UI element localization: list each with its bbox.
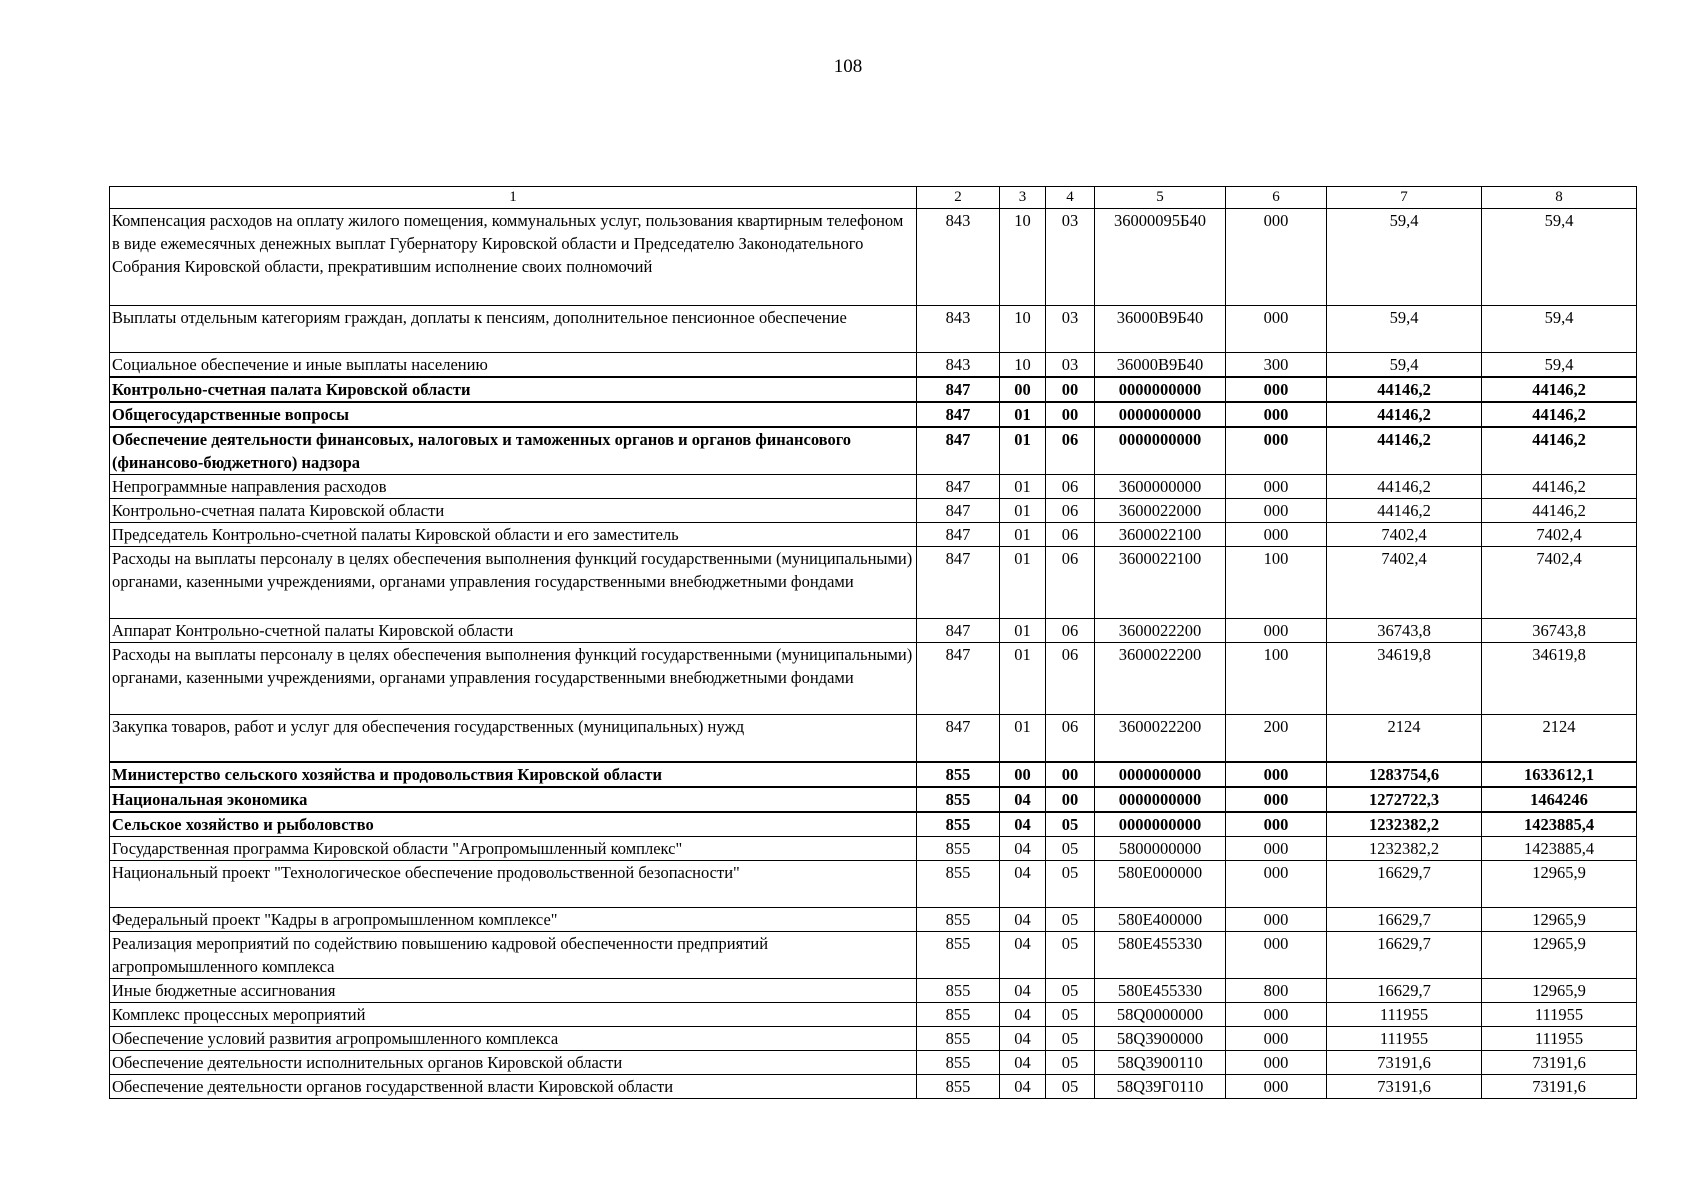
row-expense-type: 000	[1226, 377, 1327, 402]
row-section: 04	[1000, 861, 1046, 908]
row-amount-1: 2124	[1327, 715, 1482, 763]
row-subsection: 06	[1046, 643, 1095, 715]
row-name: Обеспечение деятельности финансовых, налоговых и таможенных органов и органов финансового (финансово-бюджетного) надзора	[110, 427, 917, 475]
row-expense-type: 000	[1226, 499, 1327, 523]
row-amount-2: 34619,8	[1482, 643, 1637, 715]
row-admin-code: 855	[917, 787, 1000, 812]
row-target-article: 580Е455330	[1095, 932, 1226, 979]
row-amount-2: 59,4	[1482, 306, 1637, 353]
row-admin-code: 855	[917, 1051, 1000, 1075]
header-cell: 2	[917, 187, 1000, 209]
row-subsection: 05	[1046, 812, 1095, 837]
row-expense-type: 000	[1226, 812, 1327, 837]
row-expense-type: 000	[1226, 932, 1327, 979]
row-name: Аппарат Контрольно-счетной палаты Кировской области	[110, 619, 917, 643]
row-subsection: 00	[1046, 377, 1095, 402]
row-target-article: 0000000000	[1095, 812, 1226, 837]
row-name: Социальное обеспечение и иные выплаты населению	[110, 353, 917, 378]
row-target-article: 0000000000	[1095, 787, 1226, 812]
row-section: 00	[1000, 377, 1046, 402]
table-row	[110, 1075, 1637, 1099]
row-name: Контрольно-счетная палата Кировской области	[110, 499, 917, 523]
row-expense-type: 000	[1226, 1075, 1327, 1099]
row-expense-type: 000	[1226, 1003, 1327, 1027]
row-name: Иные бюджетные ассигнования	[110, 979, 917, 1003]
row-amount-2: 1423885,4	[1482, 812, 1637, 837]
header-cell: 8	[1482, 187, 1637, 209]
row-subsection: 06	[1046, 619, 1095, 643]
table-row	[110, 762, 1637, 787]
row-section: 00	[1000, 762, 1046, 787]
row-expense-type: 000	[1226, 1051, 1327, 1075]
row-target-article: 580Е000000	[1095, 861, 1226, 908]
row-subsection: 06	[1046, 427, 1095, 475]
row-section: 01	[1000, 643, 1046, 715]
row-expense-type: 000	[1226, 762, 1327, 787]
row-section: 04	[1000, 932, 1046, 979]
row-amount-1: 44146,2	[1327, 427, 1482, 475]
row-amount-1: 16629,7	[1327, 861, 1482, 908]
row-admin-code: 855	[917, 762, 1000, 787]
row-admin-code: 847	[917, 427, 1000, 475]
row-expense-type: 000	[1226, 787, 1327, 812]
table-row	[110, 715, 1637, 763]
row-target-article: 3600022100	[1095, 547, 1226, 619]
row-subsection: 06	[1046, 547, 1095, 619]
row-subsection: 03	[1046, 209, 1095, 306]
table-row	[110, 475, 1637, 499]
row-amount-2: 12965,9	[1482, 908, 1637, 932]
header-cell: 7	[1327, 187, 1482, 209]
row-amount-1: 59,4	[1327, 353, 1482, 378]
row-name: Министерство сельского хозяйства и продовольствия Кировской области	[110, 762, 917, 787]
table-row	[110, 643, 1637, 715]
row-amount-1: 59,4	[1327, 306, 1482, 353]
row-name: Выплаты отдельным категориям граждан, доплаты к пенсиям, дополнительное пенсионное обеспечение	[110, 306, 917, 353]
row-name: Председатель Контрольно-счетной палаты Кировской области и его заместитель	[110, 523, 917, 547]
row-target-article: 58Q39Г0110	[1095, 1075, 1226, 1099]
row-target-article: 0000000000	[1095, 402, 1226, 427]
row-admin-code: 847	[917, 402, 1000, 427]
row-subsection: 05	[1046, 1027, 1095, 1051]
row-admin-code: 855	[917, 812, 1000, 837]
header-cell: 4	[1046, 187, 1095, 209]
row-admin-code: 855	[917, 1027, 1000, 1051]
row-admin-code: 843	[917, 306, 1000, 353]
row-expense-type: 100	[1226, 643, 1327, 715]
row-amount-1: 111955	[1327, 1003, 1482, 1027]
row-subsection: 05	[1046, 1075, 1095, 1099]
row-expense-type: 300	[1226, 353, 1327, 378]
row-name: Реализация мероприятий по содействию повышению кадровой обеспеченности предприятий агропромышленного комплекса	[110, 932, 917, 979]
row-subsection: 05	[1046, 1051, 1095, 1075]
row-subsection: 05	[1046, 932, 1095, 979]
row-expense-type: 000	[1226, 475, 1327, 499]
row-amount-2: 59,4	[1482, 353, 1637, 378]
row-amount-1: 36743,8	[1327, 619, 1482, 643]
row-amount-1: 7402,4	[1327, 547, 1482, 619]
row-name: Обеспечение деятельности исполнительных органов Кировской области	[110, 1051, 917, 1075]
row-name: Расходы на выплаты персоналу в целях обеспечения выполнения функций государственными (муниципальными) органами, казенными учреждениями, органами управления государственными внебюджетными фондами	[110, 643, 917, 715]
row-section: 01	[1000, 427, 1046, 475]
row-amount-2: 2124	[1482, 715, 1637, 763]
row-section: 04	[1000, 812, 1046, 837]
row-amount-1: 73191,6	[1327, 1051, 1482, 1075]
row-subsection: 00	[1046, 762, 1095, 787]
table-row	[110, 1003, 1637, 1027]
row-expense-type: 000	[1226, 1027, 1327, 1051]
row-admin-code: 847	[917, 377, 1000, 402]
row-section: 04	[1000, 837, 1046, 861]
row-amount-2: 36743,8	[1482, 619, 1637, 643]
row-subsection: 00	[1046, 402, 1095, 427]
row-target-article: 36000095Б40	[1095, 209, 1226, 306]
row-section: 01	[1000, 475, 1046, 499]
row-admin-code: 847	[917, 523, 1000, 547]
row-name: Национальная экономика	[110, 787, 917, 812]
row-target-article: 5800000000	[1095, 837, 1226, 861]
row-expense-type: 000	[1226, 837, 1327, 861]
row-subsection: 03	[1046, 306, 1095, 353]
table-row	[110, 619, 1637, 643]
row-section: 04	[1000, 787, 1046, 812]
row-amount-2: 111955	[1482, 1003, 1637, 1027]
row-target-article: 0000000000	[1095, 762, 1226, 787]
row-section: 10	[1000, 306, 1046, 353]
row-amount-1: 1283754,6	[1327, 762, 1482, 787]
row-target-article: 58Q0000000	[1095, 1003, 1226, 1027]
row-amount-1: 16629,7	[1327, 932, 1482, 979]
row-name: Комплекс процессных мероприятий	[110, 1003, 917, 1027]
table-row	[110, 837, 1637, 861]
row-section: 04	[1000, 1027, 1046, 1051]
row-expense-type: 000	[1226, 402, 1327, 427]
row-expense-type: 000	[1226, 306, 1327, 353]
row-expense-type: 200	[1226, 715, 1327, 763]
page-number: 108	[833, 56, 863, 77]
row-expense-type: 000	[1226, 908, 1327, 932]
row-target-article: 3600022200	[1095, 643, 1226, 715]
row-target-article: 3600022200	[1095, 715, 1226, 763]
row-amount-1: 7402,4	[1327, 523, 1482, 547]
row-expense-type: 000	[1226, 619, 1327, 643]
row-amount-2: 73191,6	[1482, 1051, 1637, 1075]
row-section: 04	[1000, 1075, 1046, 1099]
row-target-article: 36000В9Б40	[1095, 306, 1226, 353]
row-admin-code: 843	[917, 353, 1000, 378]
row-expense-type: 000	[1226, 861, 1327, 908]
row-amount-2: 44146,2	[1482, 377, 1637, 402]
table-row	[110, 377, 1637, 402]
table-row	[110, 932, 1637, 979]
row-subsection: 05	[1046, 1003, 1095, 1027]
table-row	[110, 861, 1637, 908]
row-section: 01	[1000, 547, 1046, 619]
row-target-article: 58Q3900000	[1095, 1027, 1226, 1051]
row-name: Закупка товаров, работ и услуг для обеспечения государственных (муниципальных) нужд	[110, 715, 917, 763]
row-admin-code: 847	[917, 715, 1000, 763]
row-amount-1: 1232382,2	[1327, 837, 1482, 861]
budget-table	[109, 186, 1637, 1099]
row-admin-code: 847	[917, 643, 1000, 715]
row-admin-code: 855	[917, 932, 1000, 979]
row-name: Государственная программа Кировской области "Агропромышленный комплекс"	[110, 837, 917, 861]
table-row	[110, 523, 1637, 547]
row-target-article: 0000000000	[1095, 427, 1226, 475]
table-row	[110, 787, 1637, 812]
row-name: Федеральный проект "Кадры в агропромышленном комплексе"	[110, 908, 917, 932]
row-target-article: 58Q3900110	[1095, 1051, 1226, 1075]
header-cell: 3	[1000, 187, 1046, 209]
row-name: Национальный проект "Технологическое обеспечение продовольственной безопасности"	[110, 861, 917, 908]
row-subsection: 05	[1046, 837, 1095, 861]
row-subsection: 06	[1046, 523, 1095, 547]
row-amount-2: 44146,2	[1482, 427, 1637, 475]
row-admin-code: 847	[917, 547, 1000, 619]
row-amount-2: 44146,2	[1482, 475, 1637, 499]
row-amount-1: 44146,2	[1327, 377, 1482, 402]
row-amount-1: 34619,8	[1327, 643, 1482, 715]
row-amount-1: 16629,7	[1327, 908, 1482, 932]
row-section: 01	[1000, 499, 1046, 523]
row-subsection: 05	[1046, 908, 1095, 932]
row-admin-code: 847	[917, 499, 1000, 523]
row-target-article: 580Е400000	[1095, 908, 1226, 932]
row-name: Общегосударственные вопросы	[110, 402, 917, 427]
row-amount-2: 12965,9	[1482, 861, 1637, 908]
row-subsection: 03	[1046, 353, 1095, 378]
table-row	[110, 547, 1637, 619]
table-row	[110, 402, 1637, 427]
row-name: Расходы на выплаты персоналу в целях обеспечения выполнения функций государственными (муниципальными) органами, казенными учреждениями, органами управления государственными внебюджетными фондами	[110, 547, 917, 619]
row-name: Непрограммные направления расходов	[110, 475, 917, 499]
row-admin-code: 855	[917, 837, 1000, 861]
row-target-article: 0000000000	[1095, 377, 1226, 402]
row-admin-code: 855	[917, 1075, 1000, 1099]
row-amount-2: 44146,2	[1482, 499, 1637, 523]
row-amount-2: 73191,6	[1482, 1075, 1637, 1099]
row-expense-type: 800	[1226, 979, 1327, 1003]
header-row	[110, 187, 1637, 209]
table-row	[110, 812, 1637, 837]
row-admin-code: 847	[917, 619, 1000, 643]
table-row	[110, 306, 1637, 353]
row-expense-type: 000	[1226, 523, 1327, 547]
row-section: 01	[1000, 402, 1046, 427]
row-amount-2: 1423885,4	[1482, 837, 1637, 861]
row-section: 04	[1000, 908, 1046, 932]
row-amount-2: 12965,9	[1482, 979, 1637, 1003]
row-subsection: 06	[1046, 499, 1095, 523]
row-name: Сельское хозяйство и рыболовство	[110, 812, 917, 837]
row-admin-code: 855	[917, 861, 1000, 908]
row-section: 01	[1000, 619, 1046, 643]
row-amount-1: 44146,2	[1327, 402, 1482, 427]
row-amount-2: 7402,4	[1482, 547, 1637, 619]
table-row	[110, 908, 1637, 932]
row-section: 04	[1000, 979, 1046, 1003]
row-amount-1: 1272722,3	[1327, 787, 1482, 812]
row-amount-1: 16629,7	[1327, 979, 1482, 1003]
row-section: 01	[1000, 523, 1046, 547]
row-subsection: 00	[1046, 787, 1095, 812]
row-section: 04	[1000, 1051, 1046, 1075]
table-row	[110, 499, 1637, 523]
row-target-article: 3600022000	[1095, 499, 1226, 523]
row-amount-1: 73191,6	[1327, 1075, 1482, 1099]
row-amount-2: 1464246	[1482, 787, 1637, 812]
row-amount-1: 111955	[1327, 1027, 1482, 1051]
row-admin-code: 855	[917, 908, 1000, 932]
row-amount-2: 12965,9	[1482, 932, 1637, 979]
row-name: Обеспечение деятельности органов государственной власти Кировской области	[110, 1075, 917, 1099]
row-target-article: 3600022200	[1095, 619, 1226, 643]
row-name: Контрольно-счетная палата Кировской области	[110, 377, 917, 402]
row-target-article: 36000В9Б40	[1095, 353, 1226, 378]
row-section: 01	[1000, 715, 1046, 763]
row-expense-type: 000	[1226, 427, 1327, 475]
row-target-article: 580Е455330	[1095, 979, 1226, 1003]
row-section: 10	[1000, 353, 1046, 378]
row-amount-1: 59,4	[1327, 209, 1482, 306]
row-amount-2: 44146,2	[1482, 402, 1637, 427]
row-expense-type: 100	[1226, 547, 1327, 619]
row-expense-type: 000	[1226, 209, 1327, 306]
row-amount-2: 7402,4	[1482, 523, 1637, 547]
row-name: Компенсация расходов на оплату жилого помещения, коммунальных услуг, пользования квартирным телефоном в виде ежемесячных денежных выплат Губернатору Кировской области и Председателю Законодательного Собрания Кировской области, прекратившим исполнение своих полномочий	[110, 209, 917, 306]
header-cell: 1	[110, 187, 917, 209]
row-admin-code: 843	[917, 209, 1000, 306]
table-row	[110, 209, 1637, 306]
row-section: 04	[1000, 1003, 1046, 1027]
table-row	[110, 1051, 1637, 1075]
row-amount-2: 1633612,1	[1482, 762, 1637, 787]
row-admin-code: 855	[917, 979, 1000, 1003]
row-target-article: 3600022100	[1095, 523, 1226, 547]
row-name: Обеспечение условий развития агропромышленного комплекса	[110, 1027, 917, 1051]
header-cell: 5	[1095, 187, 1226, 209]
row-subsection: 06	[1046, 715, 1095, 763]
row-admin-code: 847	[917, 475, 1000, 499]
header-cell: 6	[1226, 187, 1327, 209]
table-row	[110, 1027, 1637, 1051]
row-amount-2: 59,4	[1482, 209, 1637, 306]
row-subsection: 06	[1046, 475, 1095, 499]
row-section: 10	[1000, 209, 1046, 306]
table-row	[110, 979, 1637, 1003]
row-amount-2: 111955	[1482, 1027, 1637, 1051]
row-amount-1: 44146,2	[1327, 475, 1482, 499]
row-admin-code: 855	[917, 1003, 1000, 1027]
table-row	[110, 353, 1637, 378]
row-subsection: 05	[1046, 861, 1095, 908]
row-subsection: 05	[1046, 979, 1095, 1003]
row-amount-1: 44146,2	[1327, 499, 1482, 523]
row-amount-1: 1232382,2	[1327, 812, 1482, 837]
table-row	[110, 427, 1637, 475]
row-target-article: 3600000000	[1095, 475, 1226, 499]
